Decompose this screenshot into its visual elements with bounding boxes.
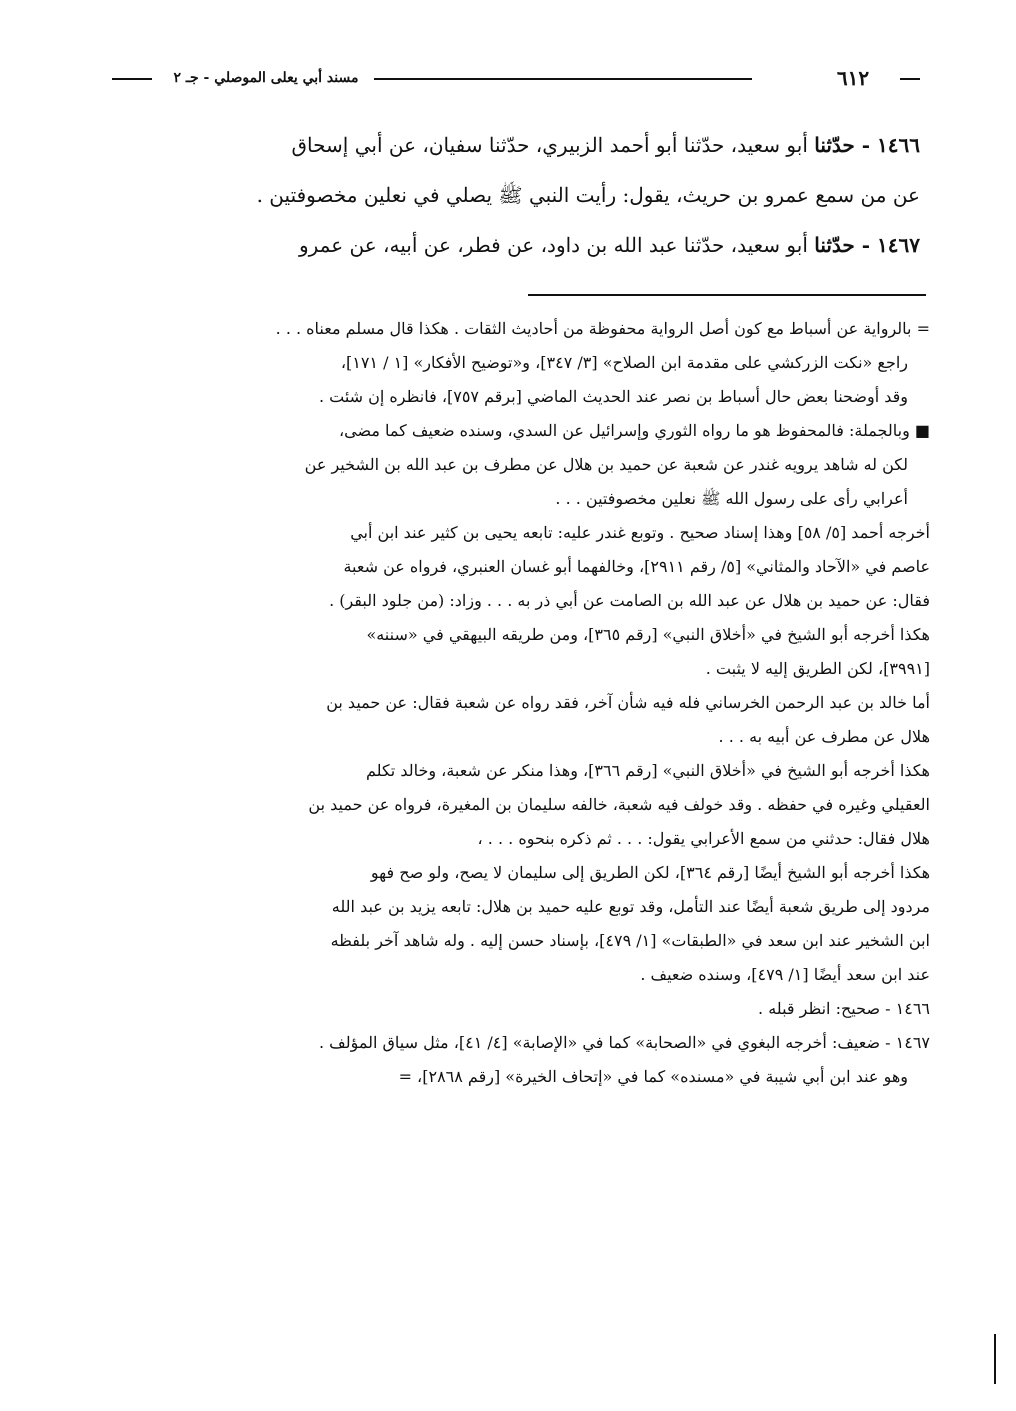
footnote-line: أما خالد بن عبد الرحمن الخرساني فله فيه شأن آخر، فقد رواه عن شعبة فقال: عن حميد بن [326,693,930,712]
footnote-line: فقال: عن حميد بن هلال عن عبد الله بن الصامت عن أبي ذر به . . . وزاد: (من جلود البقر) . [329,591,930,610]
footnote-line: أعرابي رأى على رسول الله ﷺ نعلين مخصوفتين . . . [555,489,908,508]
footnote-line: ■ وبالجملة: فالمحفوظ هو ما رواه الثوري وإسرائيل عن السدي، وسنده ضعيف كما مضى، [338,421,930,440]
page-header [112,66,920,90]
footnote-line: هكذا أخرجه أبو الشيخ في «أخلاق النبي» [رقم ٣٦٦]، وهذا منكر عن شعبة، وخالد تكلم [366,761,930,780]
footnote-line: عند ابن سعد أيضًا [١/ ٤٧٩]، وسنده ضعيف . [640,965,930,984]
hadith-line [90,170,920,220]
footnote-separator [528,294,926,296]
page-number: ٦١٢ [836,66,870,90]
header-rule-middle [374,78,752,80]
hadith-body: أبو سعيد، حدّثنا عبد الله بن داود، عن فطر، عن أبيه، عن عمرو [298,233,815,257]
footnote-line: = بالرواية عن أسباط مع كون أصل الرواية محفوظة من أحاديث الثقات . هكذا قال مسلم معناه . . . [275,319,930,338]
footnote-line: وقد أوضحنا بعض حال أسباط بن نصر عند الحديث الماضي [برقم ٧٥٧]، فانظره إن شئت . [318,387,908,406]
header-rule-left [112,78,152,80]
hadith-line [90,220,920,270]
footnote-line: هكذا أخرجه أبو الشيخ في «أخلاق النبي» [رقم ٣٦٥]، ومن طريقه البيهقي في «سننه» [366,625,930,644]
footnote-line: ابن الشخير عند ابن سعد في «الطبقات» [١/ ٤٧٩]، بإسناد حسن إليه . وله شاهد آخر بلفظه [330,931,930,950]
header-rule-right [900,78,920,80]
hadith-body: عن من سمع عمرو بن حريث، يقول: رأيت النبي ﷺ يصلي في نعلين مخصوفتين . [256,183,920,207]
footnote-line: أخرجه أحمد [٥/ ٥٨] وهذا إسناد صحيح . وتوبع غندر عليه: تابعه يحيى بن كثير عند ابن أبي [350,523,930,542]
footnote-line: [٣٩٩١]، لكن الطريق إليه لا يثبت . [705,659,930,678]
margin-mark [994,1334,996,1384]
footnote-line: ١٤٦٧ - ضعيف: أخرجه البغوي في «الصحابة» كما في «الإصابة» [٤/ ٤١]، مثل سياق المؤلف . [318,1033,930,1052]
running-title: مسند أبي يعلى الموصلي - جـ ٢ [173,70,359,86]
footnote-line: لكن له شاهد يرويه غندر عن شعبة عن حميد بن هلال عن مطرف بن عبد الله بن الشخير عن [304,455,908,474]
hadith-body: أبو سعيد، حدّثنا أبو أحمد الزبيري، حدّثنا سفيان، عن أبي إسحاق [291,133,815,157]
footnote-line: عاصم في «الآحاد والمثاني» [٥/ رقم ٢٩١١]، وخالفهما أبو غسان العنبري، فرواه عن شعبة [343,557,930,576]
footnote-line: العقيلي وغيره في حفظه . وقد خولف فيه شعبة، خالفه سليمان بن المغيرة، فرواه عن حميد بن [308,795,930,814]
footnote-line: راجع «نكت الزركشي على مقدمة ابن الصلاح» [٣/ ٣٤٧]، و«توضيح الأفكار» [١ / ١٧١]، [340,353,908,372]
hadith-line [90,120,920,170]
footnote-line: هلال فقال: حدثني من سمع الأعرابي يقول: . . . ثم ذكره بنحوه . . . ، [477,829,930,848]
footnote-line: هكذا أخرجه أبو الشيخ أيضًا [رقم ٣٦٤]، لكن الطريق إلى سليمان لا يصح، ولو صح فهو [370,863,930,882]
footnote-line: مردود إلى طريق شعبة أيضًا عند التأمل، وقد توبع عليه حميد بن هلال: تابعه يزيد بن عبد الله [331,897,930,916]
footnote-line: ١٤٦٦ - صحيح: انظر قبله . [758,999,930,1018]
footnotes [100,312,930,1094]
footnote-line: هلال عن مطرف عن أبيه به . . . [718,727,930,746]
hadith-number: ١٤٦٧ - حدّثنا [814,233,920,257]
footnote-line: وهو عند ابن أبي شيبة في «مسنده» كما في «إتحاف الخيرة» [رقم ٢٨٦٨]، = [398,1067,908,1086]
hadith-text [90,120,920,270]
hadith-number: ١٤٦٦ - حدّثنا [814,133,920,157]
